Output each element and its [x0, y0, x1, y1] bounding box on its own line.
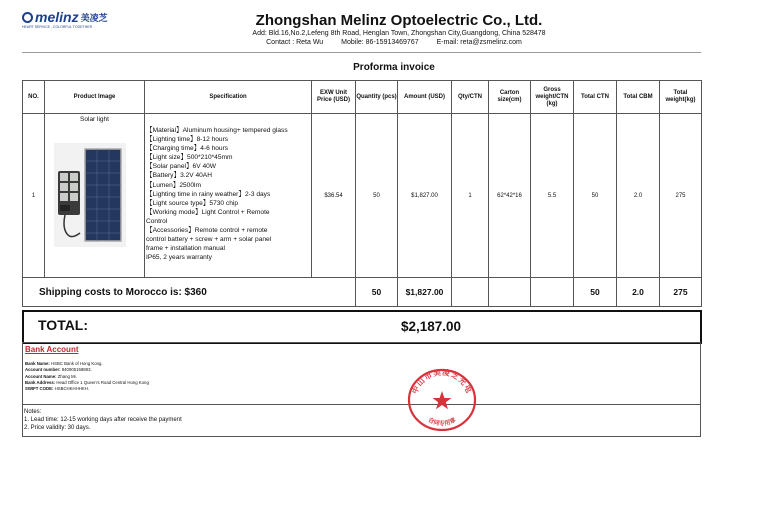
bank-details [25, 361, 149, 392]
company-address: Add: Bld.16,No.2,Lefeng 8th Road, Henglan Town, Zhongshan City,Guangdong, China 528478 [252, 30, 546, 37]
shipping-empty-cell [452, 278, 489, 307]
logo-text: melinz [35, 9, 79, 25]
shipping-row [23, 278, 702, 307]
table-row [23, 114, 702, 278]
spec-line: 【Working mode】Light Control + Remote [146, 208, 270, 216]
col-header-qty: Quantity (pcs) [356, 81, 398, 114]
total-label: TOTAL: [38, 317, 89, 333]
shipping-label: Shipping costs to Morocco is: $360 [23, 278, 356, 307]
shipping-amount: $1,827.00 [398, 278, 452, 307]
col-header-amount: Amount (USD) [398, 81, 452, 114]
contact-email: E-mail: reta@zsmelinz.com [436, 39, 522, 46]
col-header-spec: Specification [145, 81, 312, 114]
bank-line-value: Head Office 1 Queen's Road Central Hong Kong [56, 379, 149, 385]
svg-text:合同专用章: 合同专用章 [426, 416, 458, 428]
total-amount: $2,187.00 [401, 319, 462, 334]
product-photo [54, 143, 126, 247]
bank-account-title: Bank Account [25, 345, 79, 354]
bank-line-value: 840905158883. [61, 367, 92, 373]
bank-line-value: HSBC Bank of Hong Kong. [51, 361, 103, 366]
col-header-carton: Carton size(cm) [489, 81, 531, 114]
col-header-no: NO. [23, 81, 45, 114]
logo-cn-text: 美凌芝 [80, 12, 108, 23]
bank-line-value: HSBCHKHHHKH. [54, 386, 89, 392]
spec-line: 【Accessories】Remote control + remote [146, 227, 268, 235]
cell-qty: 50 [356, 114, 398, 278]
col-header-gross: Gross weight/CTN (kg) [531, 81, 574, 114]
table-header-row [23, 81, 702, 114]
shipping-totalcbm: 2.0 [617, 278, 660, 307]
spec-line: 【Material】Aluminum housing+ tempered glass [146, 127, 288, 134]
bank-line [25, 386, 149, 392]
spec-line: 【Light source type】5730 chip [146, 199, 239, 207]
svg-text:中山市美凌芝光电: 中山市美凌芝光电 [410, 367, 474, 396]
company-seal-stamp [406, 367, 478, 431]
cell-totalweight: 275 [660, 114, 702, 278]
cell-qtyctn: 1 [452, 114, 489, 278]
cell-specification [145, 114, 312, 278]
shipping-totalweight: 275 [660, 278, 702, 307]
invoice-title: Proforma invoice [353, 62, 435, 73]
bank-line-key: SWIFT CODE: [25, 386, 54, 392]
shipping-empty-cell [531, 278, 574, 307]
cell-carton: 62*42*16 [489, 114, 531, 278]
col-header-totalctn: Total CTN [574, 81, 617, 114]
contact-mobile: Mobile: 86-15913469767 [341, 39, 419, 46]
spec-line: 【Lumen】2500lm [146, 181, 201, 189]
total-box [22, 310, 702, 344]
invoice-table [22, 80, 702, 307]
col-header-price: EXW Unit Price (USD) [312, 81, 356, 114]
shipping-empty-cell [489, 278, 531, 307]
cell-totalcbm: 2.0 [617, 114, 660, 278]
company-name: Zhongshan Melinz Optoelectric Co., Ltd. [255, 12, 543, 29]
bank-line-key: Bank Address: [25, 379, 56, 385]
header-divider [22, 52, 701, 53]
image-caption: Solar light [80, 116, 109, 123]
bank-account-section [22, 342, 701, 404]
company-contact [0, 39, 768, 46]
col-header-totalweight: Total weight(kg) [660, 81, 702, 114]
cell-gross: 5.5 [531, 114, 574, 278]
logo-tagline: HEART SERVICE , COLORFUL TOGETHER [22, 25, 93, 29]
col-header-qtyctn: Qty/CTN [452, 81, 489, 114]
shipping-qty: 50 [356, 278, 398, 307]
bank-line-key: Account Name: [25, 373, 57, 379]
cell-totalctn: 50 [574, 114, 617, 278]
cell-no: 1 [23, 114, 45, 278]
spec-line: 【Lighting time】8-12 hours [146, 136, 229, 144]
bank-line-key: Bank Name: [25, 361, 50, 366]
spec-line: 【Battery】3.2V 40AH [146, 172, 212, 180]
col-header-totalcbm: Total CBM [617, 81, 660, 114]
spec-line: 【Light size】500*210*45mm [146, 154, 233, 162]
spec-line: 【Charging time】4-6 hours [146, 145, 229, 153]
bank-line-key: Account number: [25, 367, 61, 373]
spec-line: control battery + screw + arm + solar panel [146, 236, 272, 244]
contact-name: Contact : Reta Wu [266, 39, 324, 46]
note-line: 2. Price validity: 30 days. [24, 425, 91, 431]
note-line: 1. Lead time: 12-15 working days after receive the payment [24, 417, 182, 423]
spec-line: frame + installation manual [146, 245, 225, 253]
spec-line: 【Solar panel】6V 40W [146, 163, 217, 171]
shipping-totalctn: 50 [574, 278, 617, 307]
cell-image [45, 114, 145, 278]
spec-line: IP65, 2 years warranty [146, 254, 212, 262]
spec-line: Control [146, 217, 168, 225]
cell-price: $36.54 [312, 114, 356, 278]
cell-amount: $1,827.00 [398, 114, 452, 278]
notes-section [22, 404, 701, 437]
bank-line-value: Zhang Mi. [57, 373, 77, 379]
spec-line: 【Lighting time in rainy weather】2-3 days [146, 190, 271, 198]
col-header-image: Product Image [45, 81, 145, 114]
notes-title: Notes: [24, 409, 42, 415]
